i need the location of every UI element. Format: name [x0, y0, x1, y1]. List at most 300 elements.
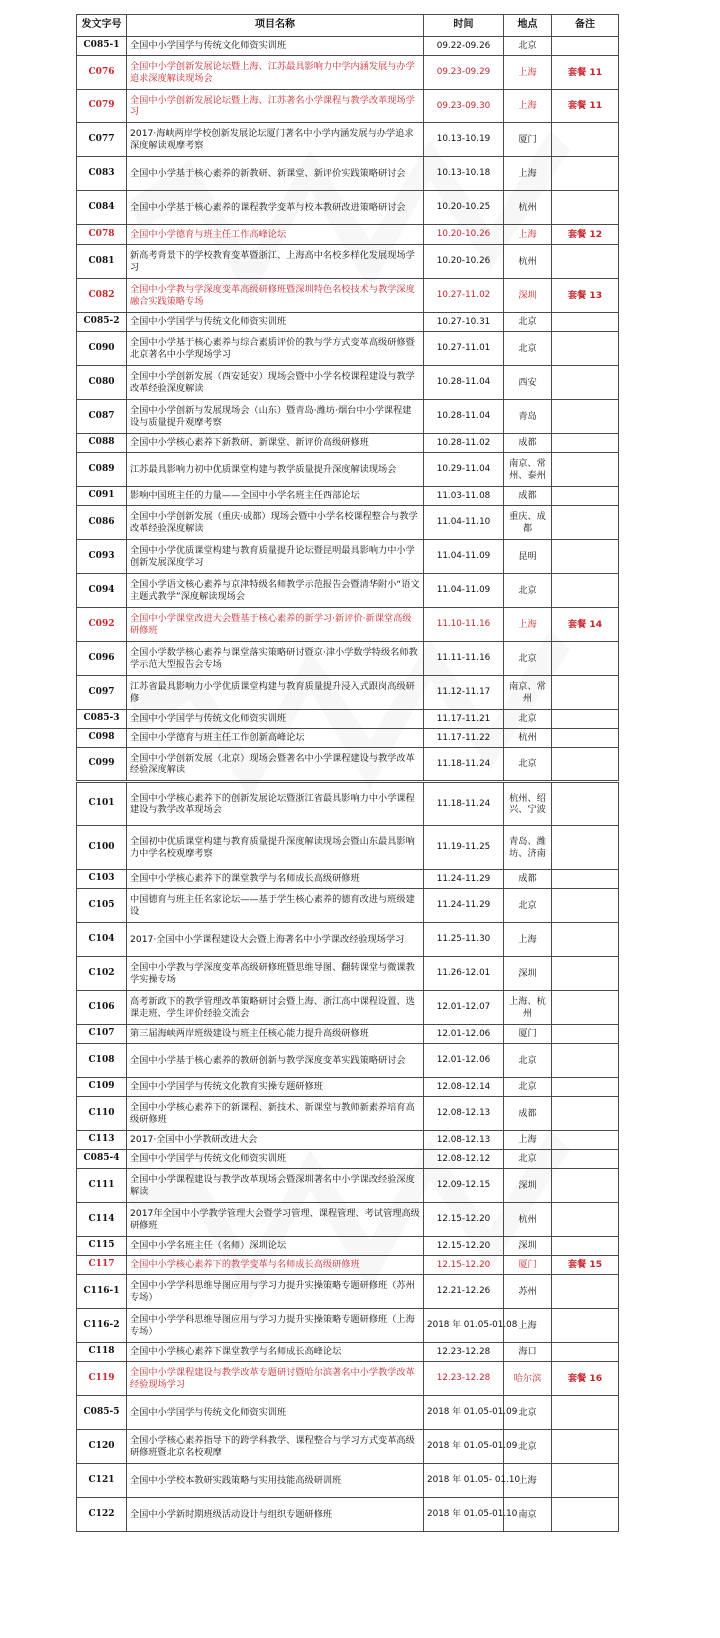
table-row	[77, 332, 619, 366]
row-project-name: 全国中小学核心素养下的新课程、新技术、新课堂与教师新素养培育高级研修班	[127, 1097, 424, 1131]
row-note	[552, 191, 619, 225]
row-note	[552, 1498, 619, 1532]
row-place: 北京	[504, 37, 552, 56]
row-note	[552, 1430, 619, 1464]
row-time: 2018 年 01.05-01.09	[424, 1396, 504, 1430]
row-code: C101	[77, 782, 127, 826]
row-note	[552, 1203, 619, 1237]
row-code: C097	[77, 676, 127, 710]
table-row	[77, 1203, 619, 1237]
row-code: C085-4	[77, 1150, 127, 1169]
row-place: 上海	[504, 1309, 552, 1343]
table-row	[77, 1078, 619, 1097]
row-project-name: 全国中小学德育与班主任工作高峰论坛	[127, 225, 424, 245]
row-note	[552, 1078, 619, 1097]
row-place: 哈尔滨	[504, 1362, 552, 1396]
row-code: C098	[77, 729, 127, 748]
row-note	[552, 366, 619, 400]
row-code: C109	[77, 1078, 127, 1097]
row-note	[552, 1169, 619, 1203]
table-row	[77, 991, 619, 1025]
row-code: C078	[77, 225, 127, 245]
row-project-name: 全国中小学国学与传统文化师资实训班	[127, 37, 424, 56]
row-project-name: 全国中小学核心素养下课堂教学与名师成长高峰论坛	[127, 1343, 424, 1362]
row-place: 南京	[504, 1498, 552, 1532]
row-place: 厦门	[504, 1256, 552, 1275]
table-row	[77, 245, 619, 279]
row-time: 09.22-09.26	[424, 37, 504, 56]
row-note	[552, 434, 619, 453]
row-time: 12.08-12.12	[424, 1150, 504, 1169]
row-code: C122	[77, 1498, 127, 1532]
row-code: C117	[77, 1256, 127, 1275]
row-time: 12.08-12.13	[424, 1097, 504, 1131]
row-time: 10.28-11.02	[424, 434, 504, 453]
row-note	[552, 245, 619, 279]
row-project-name: 全国中小学国学与传统文化师资实训班	[127, 1396, 424, 1430]
row-note	[552, 332, 619, 366]
row-note: 套餐 14	[552, 608, 619, 642]
row-project-name: 全国中小学基于核心素养的教研创新与教学深度变革实践策略研讨会	[127, 1044, 424, 1078]
row-note	[552, 729, 619, 748]
row-project-name: 全国中小学基于核心素养与综合素质评价的教与学方式变革高级研修暨北京著名中小学现场学习	[127, 332, 424, 366]
row-time: 10.28-11.04	[424, 400, 504, 434]
row-time: 11.04-11.10	[424, 506, 504, 540]
row-place: 北京	[504, 748, 552, 782]
row-code: C100	[77, 826, 127, 870]
table-row	[77, 957, 619, 991]
row-code: C114	[77, 1203, 127, 1237]
row-note	[552, 1396, 619, 1430]
row-place: 海口	[504, 1343, 552, 1362]
row-time: 09.23-09.30	[424, 90, 504, 123]
row-note	[552, 642, 619, 676]
row-project-name: 全国初中优质课堂构建与教育质量提升深度解读现场会暨山东最具影响力中学名校观摩考察	[127, 826, 424, 870]
row-project-name: 全国中小学国学与传统文化教育实操专题研修班	[127, 1078, 424, 1097]
row-code: C121	[77, 1464, 127, 1498]
row-place: 上海	[504, 1131, 552, 1150]
row-code: C108	[77, 1044, 127, 1078]
row-project-name: 全国中小学课堂改进大会暨基于核心素养的新学习·新评价·新课堂高级研修班	[127, 608, 424, 642]
row-project-name: 第三届海峡两岸班级建设与班主任核心能力提升高级研修班	[127, 1025, 424, 1044]
row-project-name: 全国中小学基于核心素养的课程教学变革与校本教研改进策略研讨会	[127, 191, 424, 225]
row-place: 上海	[504, 1464, 552, 1498]
row-time: 11.17-11.22	[424, 729, 504, 748]
row-project-name: 全国中小学名班主任（名师）深圳论坛	[127, 1237, 424, 1256]
table-body	[77, 37, 619, 1532]
row-place: 杭州	[504, 245, 552, 279]
row-time: 12.01-12.06	[424, 1025, 504, 1044]
row-project-name: 全国中小学校本教研实践策略与实用技能高级研训班	[127, 1464, 424, 1498]
row-time: 09.23-09.29	[424, 56, 504, 90]
row-time: 11.18-11.24	[424, 782, 504, 826]
row-time: 11.03-11.08	[424, 487, 504, 506]
row-time: 11.12-11.17	[424, 676, 504, 710]
row-code: C118	[77, 1343, 127, 1362]
header-time: 时间	[424, 15, 504, 37]
row-place: 北京	[504, 574, 552, 608]
row-note	[552, 400, 619, 434]
row-code: C105	[77, 889, 127, 923]
table-row	[77, 1430, 619, 1464]
row-time: 12.15-12.20	[424, 1203, 504, 1237]
row-time: 11.04-11.09	[424, 540, 504, 574]
row-note	[552, 506, 619, 540]
row-time: 11.19-11.25	[424, 826, 504, 870]
row-time: 12.23-12.28	[424, 1362, 504, 1396]
table-row	[77, 1237, 619, 1256]
row-place: 上海	[504, 56, 552, 90]
table-row	[77, 487, 619, 506]
table-row	[77, 710, 619, 729]
row-project-name: 高考新政下的教学管理改革策略研讨会暨上海、浙江高中课程设置、选课走班、学生评价经验交流会	[127, 991, 424, 1025]
table-row	[77, 1396, 619, 1430]
table-row	[77, 434, 619, 453]
table-row	[77, 157, 619, 191]
row-time: 12.01-12.06	[424, 1044, 504, 1078]
table-row	[77, 642, 619, 676]
table-row	[77, 400, 619, 434]
row-project-name: 新高考背景下的学校教育变革暨浙江、上海高中名校多样化发展现场学习	[127, 245, 424, 279]
row-code: C115	[77, 1237, 127, 1256]
row-project-name: 全国中小学核心素养下的教学变革与名师成长高级研修班	[127, 1256, 424, 1275]
table-row	[77, 540, 619, 574]
row-note	[552, 782, 619, 826]
row-place: 深圳	[504, 957, 552, 991]
row-code: C104	[77, 923, 127, 957]
row-place: 深圳	[504, 1169, 552, 1203]
table-row	[77, 1044, 619, 1078]
table-row	[77, 608, 619, 642]
row-time: 2018 年 01.05-01.10	[424, 1498, 504, 1532]
row-note	[552, 37, 619, 56]
row-place: 北京	[504, 332, 552, 366]
row-note	[552, 889, 619, 923]
row-note	[552, 1343, 619, 1362]
row-note	[552, 957, 619, 991]
row-project-name: 全国中小学教与学深度变革高级研修班暨深圳特色名校技术与教学深度融合实践策略专场	[127, 279, 424, 313]
row-place: 青岛、潍坊、济南	[504, 826, 552, 870]
row-time: 10.20-10.26	[424, 245, 504, 279]
table-row	[77, 123, 619, 157]
row-project-name: 影响中国班主任的力量——全国中小学名班主任西部论坛	[127, 487, 424, 506]
table-row	[77, 1498, 619, 1532]
row-code: C110	[77, 1097, 127, 1131]
row-project-name: 中国德育与班主任名家论坛——基于学生核心素养的德育改进与班级建设	[127, 889, 424, 923]
table-row	[77, 889, 619, 923]
row-project-name: 全国中小学创新发展（重庆·成都）现场会暨中小学名校课程整合与教学改革经验深度解读	[127, 506, 424, 540]
row-project-name: 全国中小学基于核心素养的新教研、新课堂、新评价实践策略研讨会	[127, 157, 424, 191]
table-row	[77, 748, 619, 782]
row-time: 2018 年 01.05- 01.10	[424, 1464, 504, 1498]
row-note	[552, 748, 619, 782]
row-time: 12.21-12.26	[424, 1275, 504, 1309]
row-note	[552, 1150, 619, 1169]
row-place: 北京	[504, 889, 552, 923]
row-note	[552, 991, 619, 1025]
table-row	[77, 506, 619, 540]
row-note	[552, 1097, 619, 1131]
header-place: 地点	[504, 15, 552, 37]
table-row	[77, 826, 619, 870]
row-time: 10.27-11.02	[424, 279, 504, 313]
row-place: 北京	[504, 1078, 552, 1097]
row-place: 青岛	[504, 400, 552, 434]
row-note: 套餐 16	[552, 1362, 619, 1396]
table-row	[77, 313, 619, 332]
row-code: C077	[77, 123, 127, 157]
table-row	[77, 1275, 619, 1309]
row-note	[552, 157, 619, 191]
table-row	[77, 90, 619, 123]
row-place: 杭州	[504, 1203, 552, 1237]
row-project-name: 全国中小学德育与班主任工作创新高峰论坛	[127, 729, 424, 748]
row-code: C120	[77, 1430, 127, 1464]
row-note	[552, 676, 619, 710]
row-code: C083	[77, 157, 127, 191]
table-row	[77, 923, 619, 957]
row-code: C091	[77, 487, 127, 506]
header-code: 发文字号	[77, 15, 127, 37]
row-note	[552, 1044, 619, 1078]
row-note	[552, 870, 619, 889]
table-row	[77, 676, 619, 710]
row-place: 成都	[504, 870, 552, 889]
row-code: C082	[77, 279, 127, 313]
row-place: 苏州	[504, 1275, 552, 1309]
row-note	[552, 1025, 619, 1044]
row-place: 成都	[504, 487, 552, 506]
row-project-name: 全国小学数学核心素养与课堂落实策略研讨暨京·津小学数学特级名师教学示范大型报告会专场	[127, 642, 424, 676]
row-place: 上海	[504, 90, 552, 123]
row-place: 昆明	[504, 540, 552, 574]
row-time: 12.23-12.28	[424, 1343, 504, 1362]
row-time: 10.27-11.01	[424, 332, 504, 366]
row-project-name: 全国小学语文核心素养与京津特级名师教学示范报告会暨清华附小“语文主题式教学”深度解读现场会	[127, 574, 424, 608]
row-note	[552, 1275, 619, 1309]
table-row	[77, 453, 619, 487]
row-code: C106	[77, 991, 127, 1025]
row-time: 11.24-11.29	[424, 889, 504, 923]
row-place: 杭州	[504, 191, 552, 225]
row-time: 12.01-12.07	[424, 991, 504, 1025]
row-place: 深圳	[504, 279, 552, 313]
row-code: C085-5	[77, 1396, 127, 1430]
row-project-name: 全国中小学创新发展论坛暨上海、江苏著名小学课程与教学改革现场学习	[127, 90, 424, 123]
row-code: C089	[77, 453, 127, 487]
row-place: 北京	[504, 1396, 552, 1430]
row-project-name: 全国中小学核心素养下新教研、新课堂、新评价高级研修班	[127, 434, 424, 453]
row-code: C076	[77, 56, 127, 90]
row-time: 12.08-12.13	[424, 1131, 504, 1150]
row-project-name: 全国中小学课程建设与教学改革专题研讨暨哈尔滨著名中小学教学改革经验现场学习	[127, 1362, 424, 1396]
row-code: C086	[77, 506, 127, 540]
row-code: C119	[77, 1362, 127, 1396]
row-time: 12.15-12.20	[424, 1237, 504, 1256]
table-row	[77, 1150, 619, 1169]
table-row	[77, 1362, 619, 1396]
table-row	[77, 870, 619, 889]
row-time: 11.25-11.30	[424, 923, 504, 957]
row-time: 12.15-12.20	[424, 1256, 504, 1275]
row-project-name: 2017·海峡两岸学校创新发展论坛厦门著名中小学内涵发展与办学追求深度解读观摩考察	[127, 123, 424, 157]
row-note	[552, 1237, 619, 1256]
row-time: 11.17-11.21	[424, 710, 504, 729]
row-project-name: 2017·全国中小学教研改进大会	[127, 1131, 424, 1150]
row-place: 成都	[504, 434, 552, 453]
row-code: C093	[77, 540, 127, 574]
row-code: C096	[77, 642, 127, 676]
row-place: 厦门	[504, 123, 552, 157]
row-code: C092	[77, 608, 127, 642]
row-time: 11.26-12.01	[424, 957, 504, 991]
row-code: C102	[77, 957, 127, 991]
row-place: 上海、杭州	[504, 991, 552, 1025]
row-place: 上海	[504, 608, 552, 642]
row-project-name: 江苏最具影响力初中优质课堂构建与教学质量提升深度解读现场会	[127, 453, 424, 487]
row-code: C099	[77, 748, 127, 782]
row-time: 11.24-11.29	[424, 870, 504, 889]
row-code: C116-1	[77, 1275, 127, 1309]
row-project-name: 2017·全国中小学课程建设大会暨上海著名中小学课改经验现场学习	[127, 923, 424, 957]
row-note: 套餐 11	[552, 90, 619, 123]
row-note	[552, 574, 619, 608]
row-project-name: 全国中小学课程建设与教学改革现场会暨深圳著名中小学课改经验深度解读	[127, 1169, 424, 1203]
row-note: 套餐 13	[552, 279, 619, 313]
row-note	[552, 710, 619, 729]
row-note	[552, 826, 619, 870]
row-place: 北京	[504, 1044, 552, 1078]
row-note	[552, 540, 619, 574]
table-row	[77, 225, 619, 245]
header-note: 备注	[552, 15, 619, 37]
row-code: C088	[77, 434, 127, 453]
table-row	[77, 782, 619, 826]
row-project-name: 2017年全国中小学教学管理大会暨学习管理、课程管理、考试管理高级研修班	[127, 1203, 424, 1237]
row-project-name: 全国中小学学科思维导图应用与学习力提升实操策略专题研修班（上海专场）	[127, 1309, 424, 1343]
row-project-name: 全国中小学国学与传统文化师资实训班	[127, 710, 424, 729]
row-code: C087	[77, 400, 127, 434]
row-time: 11.11-11.16	[424, 642, 504, 676]
row-project-name: 全国中小学学科思维导图应用与学习力提升实操策略专题研修班（苏州专场）	[127, 1275, 424, 1309]
row-time: 12.09-12.15	[424, 1169, 504, 1203]
table-row	[77, 279, 619, 313]
row-note: 套餐 11	[552, 56, 619, 90]
row-time: 10.13-10.18	[424, 157, 504, 191]
table-row	[77, 1256, 619, 1275]
row-code: C081	[77, 245, 127, 279]
row-code: C085-2	[77, 313, 127, 332]
row-time: 10.13-10.19	[424, 123, 504, 157]
row-place: 上海	[504, 923, 552, 957]
row-code: C085-1	[77, 37, 127, 56]
table-row	[77, 1097, 619, 1131]
row-time: 2018 年 01.05-01.09	[424, 1430, 504, 1464]
row-time: 10.20-10.25	[424, 191, 504, 225]
row-project-name: 全国中小学创新发展论坛暨上海、江苏最具影响力中学内涵发展与办学追求深度解读现场会	[127, 56, 424, 90]
header-name: 项目名称	[127, 15, 424, 37]
table-row	[77, 37, 619, 56]
table-row	[77, 1131, 619, 1150]
row-code: C103	[77, 870, 127, 889]
row-note	[552, 923, 619, 957]
table-header-row	[77, 15, 619, 37]
row-time: 10.29-11.04	[424, 453, 504, 487]
row-project-name: 全国中小学核心素养下的课堂教学与名师成长高级研修班	[127, 870, 424, 889]
row-place: 南京、常州、泰州	[504, 453, 552, 487]
row-project-name: 全国中小学创新与发展现场会（山东）暨青岛·潍坊·烟台中小学课程建设与质量提升观摩考察	[127, 400, 424, 434]
row-code: C094	[77, 574, 127, 608]
row-project-name: 全国中小学教与学深度变革高级研修班暨思维导图、翻转课堂与微课教学实操专场	[127, 957, 424, 991]
row-project-name: 江苏省最具影响力小学优质课堂构建与教育质量提升浸入式跟岗高级研修	[127, 676, 424, 710]
table-row	[77, 1464, 619, 1498]
row-code: C113	[77, 1131, 127, 1150]
row-project-name: 全国中小学优质课堂构建与教育质量提升论坛暨昆明最具影响力中小学创新发展深度学习	[127, 540, 424, 574]
row-code: C111	[77, 1169, 127, 1203]
row-project-name: 全国中小学国学与传统文化师资实训班	[127, 313, 424, 332]
row-time: 11.04-11.09	[424, 574, 504, 608]
row-note: 套餐 12	[552, 225, 619, 245]
table-row	[77, 191, 619, 225]
row-project-name: 全国中小学国学与传统文化师资实训班	[127, 1150, 424, 1169]
row-time: 10.27-10.31	[424, 313, 504, 332]
row-place: 南京、常州	[504, 676, 552, 710]
row-time: 10.20-10.26	[424, 225, 504, 245]
row-code: C085-3	[77, 710, 127, 729]
schedule-table	[76, 14, 619, 1532]
table-row	[77, 1309, 619, 1343]
row-place: 成都	[504, 1097, 552, 1131]
row-project-name: 全国中小学创新发展（北京）现场会暨著名中小学课程建设与教学改革经验深度解读	[127, 748, 424, 782]
table-row	[77, 1169, 619, 1203]
row-note: 套餐 15	[552, 1256, 619, 1275]
table-row	[77, 574, 619, 608]
row-code: C090	[77, 332, 127, 366]
row-place: 北京	[504, 1430, 552, 1464]
table-row	[77, 1025, 619, 1044]
row-place: 北京	[504, 1150, 552, 1169]
row-code: C107	[77, 1025, 127, 1044]
row-time: 12.08-12.14	[424, 1078, 504, 1097]
row-place: 杭州、绍兴、宁波	[504, 782, 552, 826]
row-project-name: 全国中小学核心素养下的创新发展论坛暨浙江省最具影响力中小学课程建设与教学改革现场会	[127, 782, 424, 826]
row-place: 重庆、成都	[504, 506, 552, 540]
row-note	[552, 1309, 619, 1343]
row-place: 上海	[504, 157, 552, 191]
row-note	[552, 453, 619, 487]
row-place: 深圳	[504, 1237, 552, 1256]
row-project-name: 全国小学核心素养指导下的跨学科教学、课程整合与学习方式变革高级研修班暨北京名校观摩	[127, 1430, 424, 1464]
row-note	[552, 1464, 619, 1498]
row-place: 杭州	[504, 729, 552, 748]
row-project-name: 全国中小学创新发展（西安延安）现场会暨中小学名校课程建设与教学改革经验深度解读	[127, 366, 424, 400]
table-row	[77, 729, 619, 748]
table-row	[77, 366, 619, 400]
row-time: 11.18-11.24	[424, 748, 504, 782]
row-code: C116-2	[77, 1309, 127, 1343]
row-time: 2018 年 01.05-01.08	[424, 1309, 504, 1343]
row-note	[552, 1131, 619, 1150]
row-note	[552, 487, 619, 506]
row-code: C079	[77, 90, 127, 123]
row-project-name: 全国中小学新时期班级活动设计与组织专题研修班	[127, 1498, 424, 1532]
row-code: C080	[77, 366, 127, 400]
row-place: 北京	[504, 642, 552, 676]
table-row	[77, 56, 619, 90]
row-time: 11.10-11.16	[424, 608, 504, 642]
row-note	[552, 313, 619, 332]
row-place: 西安	[504, 366, 552, 400]
